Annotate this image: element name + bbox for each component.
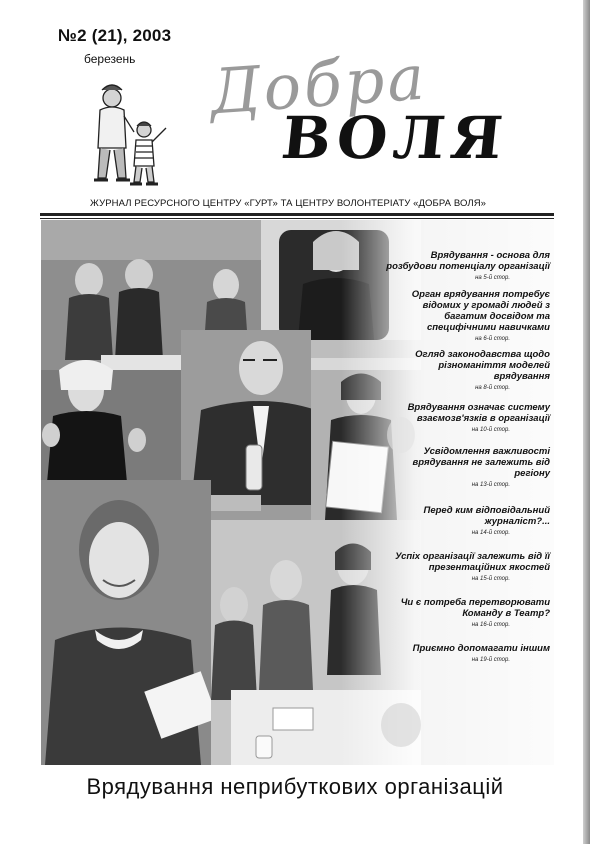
page-edge-shadow (583, 0, 590, 844)
article-page: на 6-й стор. (475, 336, 510, 342)
article-page: на 10-й стор. (471, 427, 510, 433)
article-item (380, 446, 550, 491)
article-title: Орган врядування потребує відомих у громаді людей з багатим досвідом та специфічними навичками (411, 289, 550, 333)
journal-subtitle: ЖУРНАЛ РЕСУРСНОГО ЦЕНТРУ «ГУРТ» ТА ЦЕНТРУ ВОЛОНТЕРІАТУ «ДОБРА ВОЛЯ» (90, 198, 487, 209)
article-page: на 5-й стор. (475, 275, 510, 281)
article-item (380, 643, 550, 666)
article-page: на 16-й стор. (471, 622, 510, 628)
article-item (380, 250, 550, 284)
article-item (380, 402, 550, 436)
article-item (380, 505, 550, 539)
article-item (380, 289, 550, 345)
issue-month: березень (84, 52, 136, 66)
issue-number: №2 (21), 2003 (58, 26, 172, 45)
article-title: Успіх організації залежить від її презентаційних якостей (395, 551, 550, 573)
article-title: Огляд законодавства щодо різноманіття моделей врядування (415, 349, 550, 382)
article-page: на 8-й стор. (475, 385, 510, 391)
article-title: Чи є потреба перетворювати Команду в Театр? (400, 597, 550, 619)
article-page: на 13-й стор. (471, 482, 510, 488)
article-list (380, 250, 550, 666)
article-title: Приємно допомагати іншим (412, 643, 550, 654)
masthead-rule-thin (40, 218, 554, 219)
article-item (380, 349, 550, 394)
article-title: Врядування - основа для розбудови потенціалу організації (386, 250, 550, 272)
article-title: Перед ким відповідальний журналіст?... (423, 505, 550, 527)
article-item (380, 597, 550, 631)
issue-theme-title: Врядування неприбуткових організацій (86, 774, 504, 799)
masthead-rule-thick (40, 213, 554, 216)
article-page: на 19-й стор. (471, 657, 510, 663)
article-page: на 15-й стор. (471, 576, 510, 582)
article-page: на 14-й стор. (471, 530, 510, 536)
article-title: Усвідомлення важливості врядування не залежить від регіону (412, 446, 550, 479)
article-title: Врядування означає систему взаємозв'язків в організації (407, 402, 550, 424)
mascot-illustration (82, 78, 182, 193)
logo-volya: ВОЛЯ (278, 104, 512, 172)
article-item (380, 551, 550, 585)
logo-dobra: Добра (207, 40, 430, 129)
